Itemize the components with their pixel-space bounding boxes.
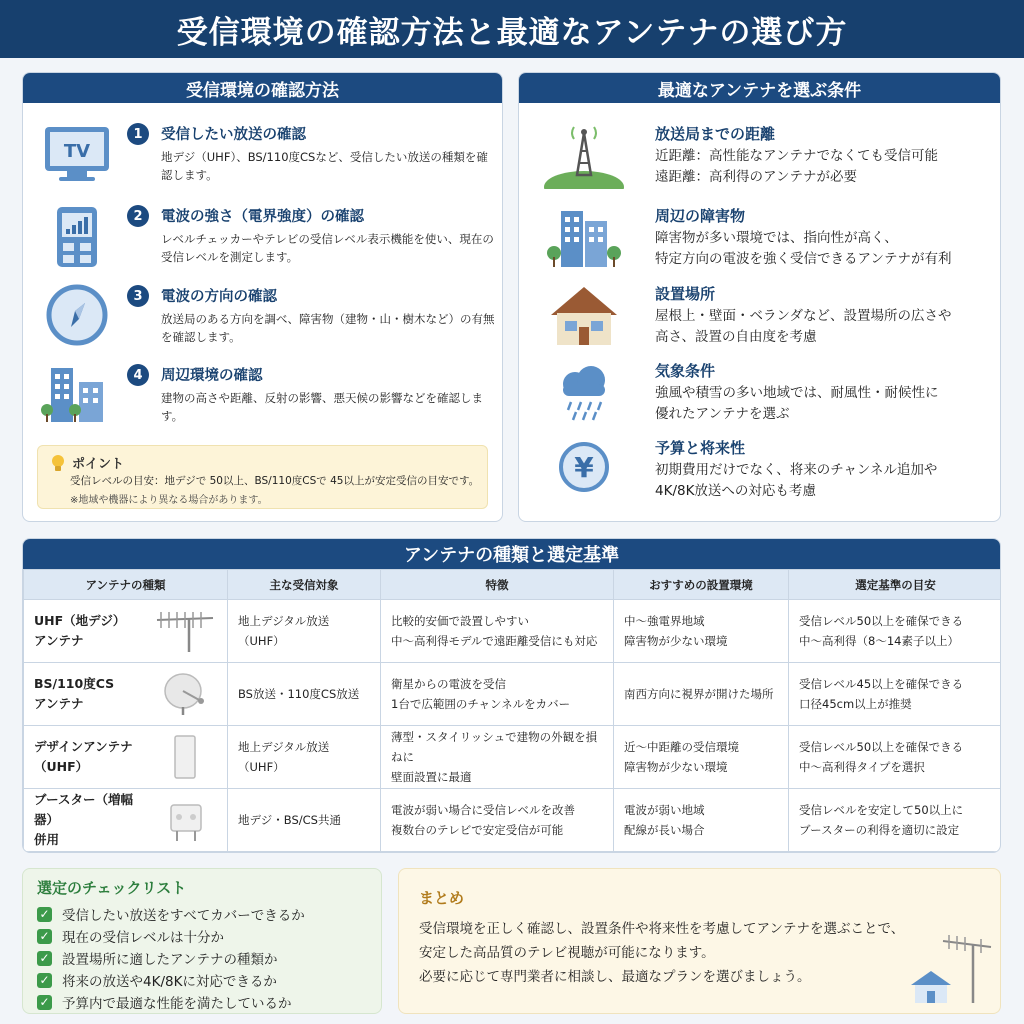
rain-cloud-icon xyxy=(541,360,627,426)
column-header: アンテナの種類 xyxy=(24,570,228,600)
point-title: ポイント xyxy=(72,457,125,472)
condition-description: 近距離：高性能なアンテナでなくても受信可能 遠距離：高利得のアンテナが必要 xyxy=(655,148,938,185)
checklist-item xyxy=(37,992,292,1012)
column-header: 選定基準の目安 xyxy=(789,570,1002,600)
condition-title: 予算と将来性 xyxy=(655,439,746,457)
antenna-types-panel xyxy=(22,538,1001,853)
checklist-item-label: 将来の放送や4K/8Kに対応できるか xyxy=(62,974,277,990)
condition-title: 放送局までの距離 xyxy=(655,125,776,143)
criteria-cell: 受信レベル50以上を確保できる 中〜高利得（8〜14素子以上） xyxy=(789,600,1002,663)
antenna-type-cell xyxy=(24,789,228,852)
checkbox-checked-icon: ✓ xyxy=(37,907,52,922)
table-header-row xyxy=(24,570,1002,600)
svg-text:¥: ¥ xyxy=(574,451,594,484)
checklist-item xyxy=(37,948,277,968)
step-title: 電波の強さ（電界強度）の確認 xyxy=(161,209,364,225)
condition-title: 周辺の障害物 xyxy=(655,207,746,225)
antenna-type-label: BS/110度CS アンテナ xyxy=(34,676,115,711)
point-footnote: ※地域や機器により異なる場合があります。 xyxy=(70,495,268,506)
column-header: 特徴 xyxy=(381,570,614,600)
step-title: 受信したい放送の確認 xyxy=(161,127,306,143)
target-cell: 地上デジタル放送（UHF） xyxy=(228,600,381,663)
checklist-item-label: 現在の受信レベルは十分か xyxy=(62,930,224,946)
dish-antenna-icon xyxy=(153,671,217,717)
criteria-cell: 受信レベル50以上を確保できる 中〜高利得タイプを選択 xyxy=(789,726,1002,789)
step-title: 電波の方向の確認 xyxy=(161,289,277,305)
design-antenna-icon xyxy=(153,734,217,780)
checkbox-checked-icon: ✓ xyxy=(37,929,52,944)
checklist-panel xyxy=(22,868,382,1014)
environment-cell: 南西方向に視界が開けた場所 xyxy=(614,663,789,726)
antenna-type-cell xyxy=(24,663,228,726)
city-buildings-icon xyxy=(541,205,627,271)
house-with-antenna-icon xyxy=(907,927,993,1005)
antenna-type-label: デザインアンテナ （UHF） xyxy=(34,739,133,774)
antenna-types-table xyxy=(23,569,1001,852)
checklist-item-label: 設置場所に適したアンテナの種類か xyxy=(62,952,278,968)
checklist-title: 選定のチェックリスト xyxy=(37,879,187,897)
target-cell: 地デジ・BS/CS共通 xyxy=(228,789,381,852)
table-row xyxy=(24,726,1002,789)
summary-title: まとめ xyxy=(419,889,465,907)
condition-description: 屋根上・壁面・ベランダなど、設置場所の広さや 高さ、設置の自由度を考慮 xyxy=(655,308,952,345)
checkbox-checked-icon: ✓ xyxy=(37,995,52,1010)
antenna-type-cell xyxy=(24,726,228,789)
step-description: 放送局のある方向を調べ、障害物（建物・山・樹木など）の有無を確認します。 xyxy=(161,312,495,344)
step-description: 建物の高さや距離、反射の影響、悪天候の影響などを確認します。 xyxy=(161,391,483,423)
compass-icon xyxy=(41,283,113,347)
step-number: 4 xyxy=(127,364,149,386)
table-row xyxy=(24,663,1002,726)
antenna-conditions-panel xyxy=(518,72,1001,522)
step-description: レベルチェッカーやテレビの受信レベル表示機能を使い、現在の受信レベルを測定します。 xyxy=(161,232,494,264)
step-description: 地デジ（UHF）、BS/110度CSなど、受信したい放送の種類を確認します。 xyxy=(161,150,488,182)
criteria-cell: 受信レベル45以上を確保できる 口径45cm以上が推奨 xyxy=(789,663,1002,726)
target-cell: 地上デジタル放送（UHF） xyxy=(228,726,381,789)
condition-title: 設置場所 xyxy=(655,285,716,303)
environment-cell: 中〜強電界地域 障害物が少ない環境 xyxy=(614,600,789,663)
table-row xyxy=(24,600,1002,663)
environment-cell: 近〜中距離の受信環境 障害物が少ない環境 xyxy=(614,726,789,789)
environment-cell: 電波が弱い地域 配線が長い場合 xyxy=(614,789,789,852)
reception-check-heading: 受信環境の確認方法 xyxy=(23,73,502,103)
signal-meter-icon xyxy=(41,205,113,269)
checklist-item xyxy=(37,926,224,946)
condition-title: 気象条件 xyxy=(655,362,716,380)
house-icon xyxy=(541,283,627,349)
condition-description: 強風や積雪の多い地域では、耐風性・耐候性に 優れたアンテナを選ぶ xyxy=(655,385,939,422)
antenna-type-label: ブースター（増幅器） 併用 xyxy=(34,792,134,847)
lightbulb-icon xyxy=(49,453,67,473)
yen-icon xyxy=(541,437,627,503)
checklist-item-label: 予算内で最適な性能を満たしているか xyxy=(62,996,292,1012)
svg-text:TV: TV xyxy=(63,141,91,162)
criteria-cell: 受信レベルを安定して50以上に ブースターの利得を適切に設定 xyxy=(789,789,1002,852)
feature-cell: 衛星からの電波を受信 1台で広範囲のチャンネルをカバー xyxy=(381,663,614,726)
page-title: 受信環境の確認方法と最適なアンテナの選び方 xyxy=(0,0,1024,58)
summary-text: 受信環境を正しく確認し、設置条件や将来性を考慮してアンテナを選ぶことで、 安定した高品質のテレビ視聴が可能になります。 必要に応じて専門業者に相談し、最適なプランを選びましょう。 xyxy=(419,921,905,985)
step-number: 3 xyxy=(127,285,149,307)
table-row xyxy=(24,789,1002,852)
target-cell: BS放送・110度CS放送 xyxy=(228,663,381,726)
checklist-item-label: 受信したい放送をすべてカバーできるか xyxy=(62,908,305,924)
uhf-antenna-icon xyxy=(153,608,217,654)
buildings-icon xyxy=(41,362,113,426)
column-header: おすすめの設置環境 xyxy=(614,570,789,600)
summary-panel xyxy=(398,868,1001,1014)
checklist-item xyxy=(37,904,305,924)
condition-description: 障害物が多い環境では、指向性が高く、 特定方向の電波を強く受信できるアンテナが有利 xyxy=(655,230,952,267)
antenna-conditions-heading: 最適なアンテナを選ぶ条件 xyxy=(519,73,1000,103)
checkbox-checked-icon: ✓ xyxy=(37,951,52,966)
condition-description: 初期費用だけでなく、将来のチャンネル追加や 4K/8K放送への対応も考慮 xyxy=(655,462,938,499)
feature-cell: 薄型・スタイリッシュで建物の外観を損ねに 壁面設置に最適 xyxy=(381,726,614,789)
point-text: 受信レベルの目安：地デジで 50以上、BS/110度CSで 45以上が安定受信の目安です。 xyxy=(70,475,480,487)
antenna-type-cell xyxy=(24,600,228,663)
column-header: 主な受信対象 xyxy=(228,570,381,600)
tv-icon xyxy=(41,123,113,187)
feature-cell: 電波が弱い場合に受信レベルを改善 複数台のテレビで安定受信が可能 xyxy=(381,789,614,852)
checklist-item xyxy=(37,970,277,990)
point-note xyxy=(37,445,488,509)
broadcast-tower-icon xyxy=(541,123,627,189)
feature-cell: 比較的安価で設置しやすい 中〜高利得モデルで遠距離受信にも対応 xyxy=(381,600,614,663)
reception-check-panel xyxy=(22,72,503,522)
checkbox-checked-icon: ✓ xyxy=(37,973,52,988)
antenna-type-label: UHF（地デジ） アンテナ xyxy=(34,613,126,648)
booster-icon xyxy=(153,797,217,843)
step-title: 周辺環境の確認 xyxy=(161,368,263,384)
step-number: 2 xyxy=(127,205,149,227)
antenna-types-heading: アンテナの種類と選定基準 xyxy=(23,539,1000,569)
step-number: 1 xyxy=(127,123,149,145)
